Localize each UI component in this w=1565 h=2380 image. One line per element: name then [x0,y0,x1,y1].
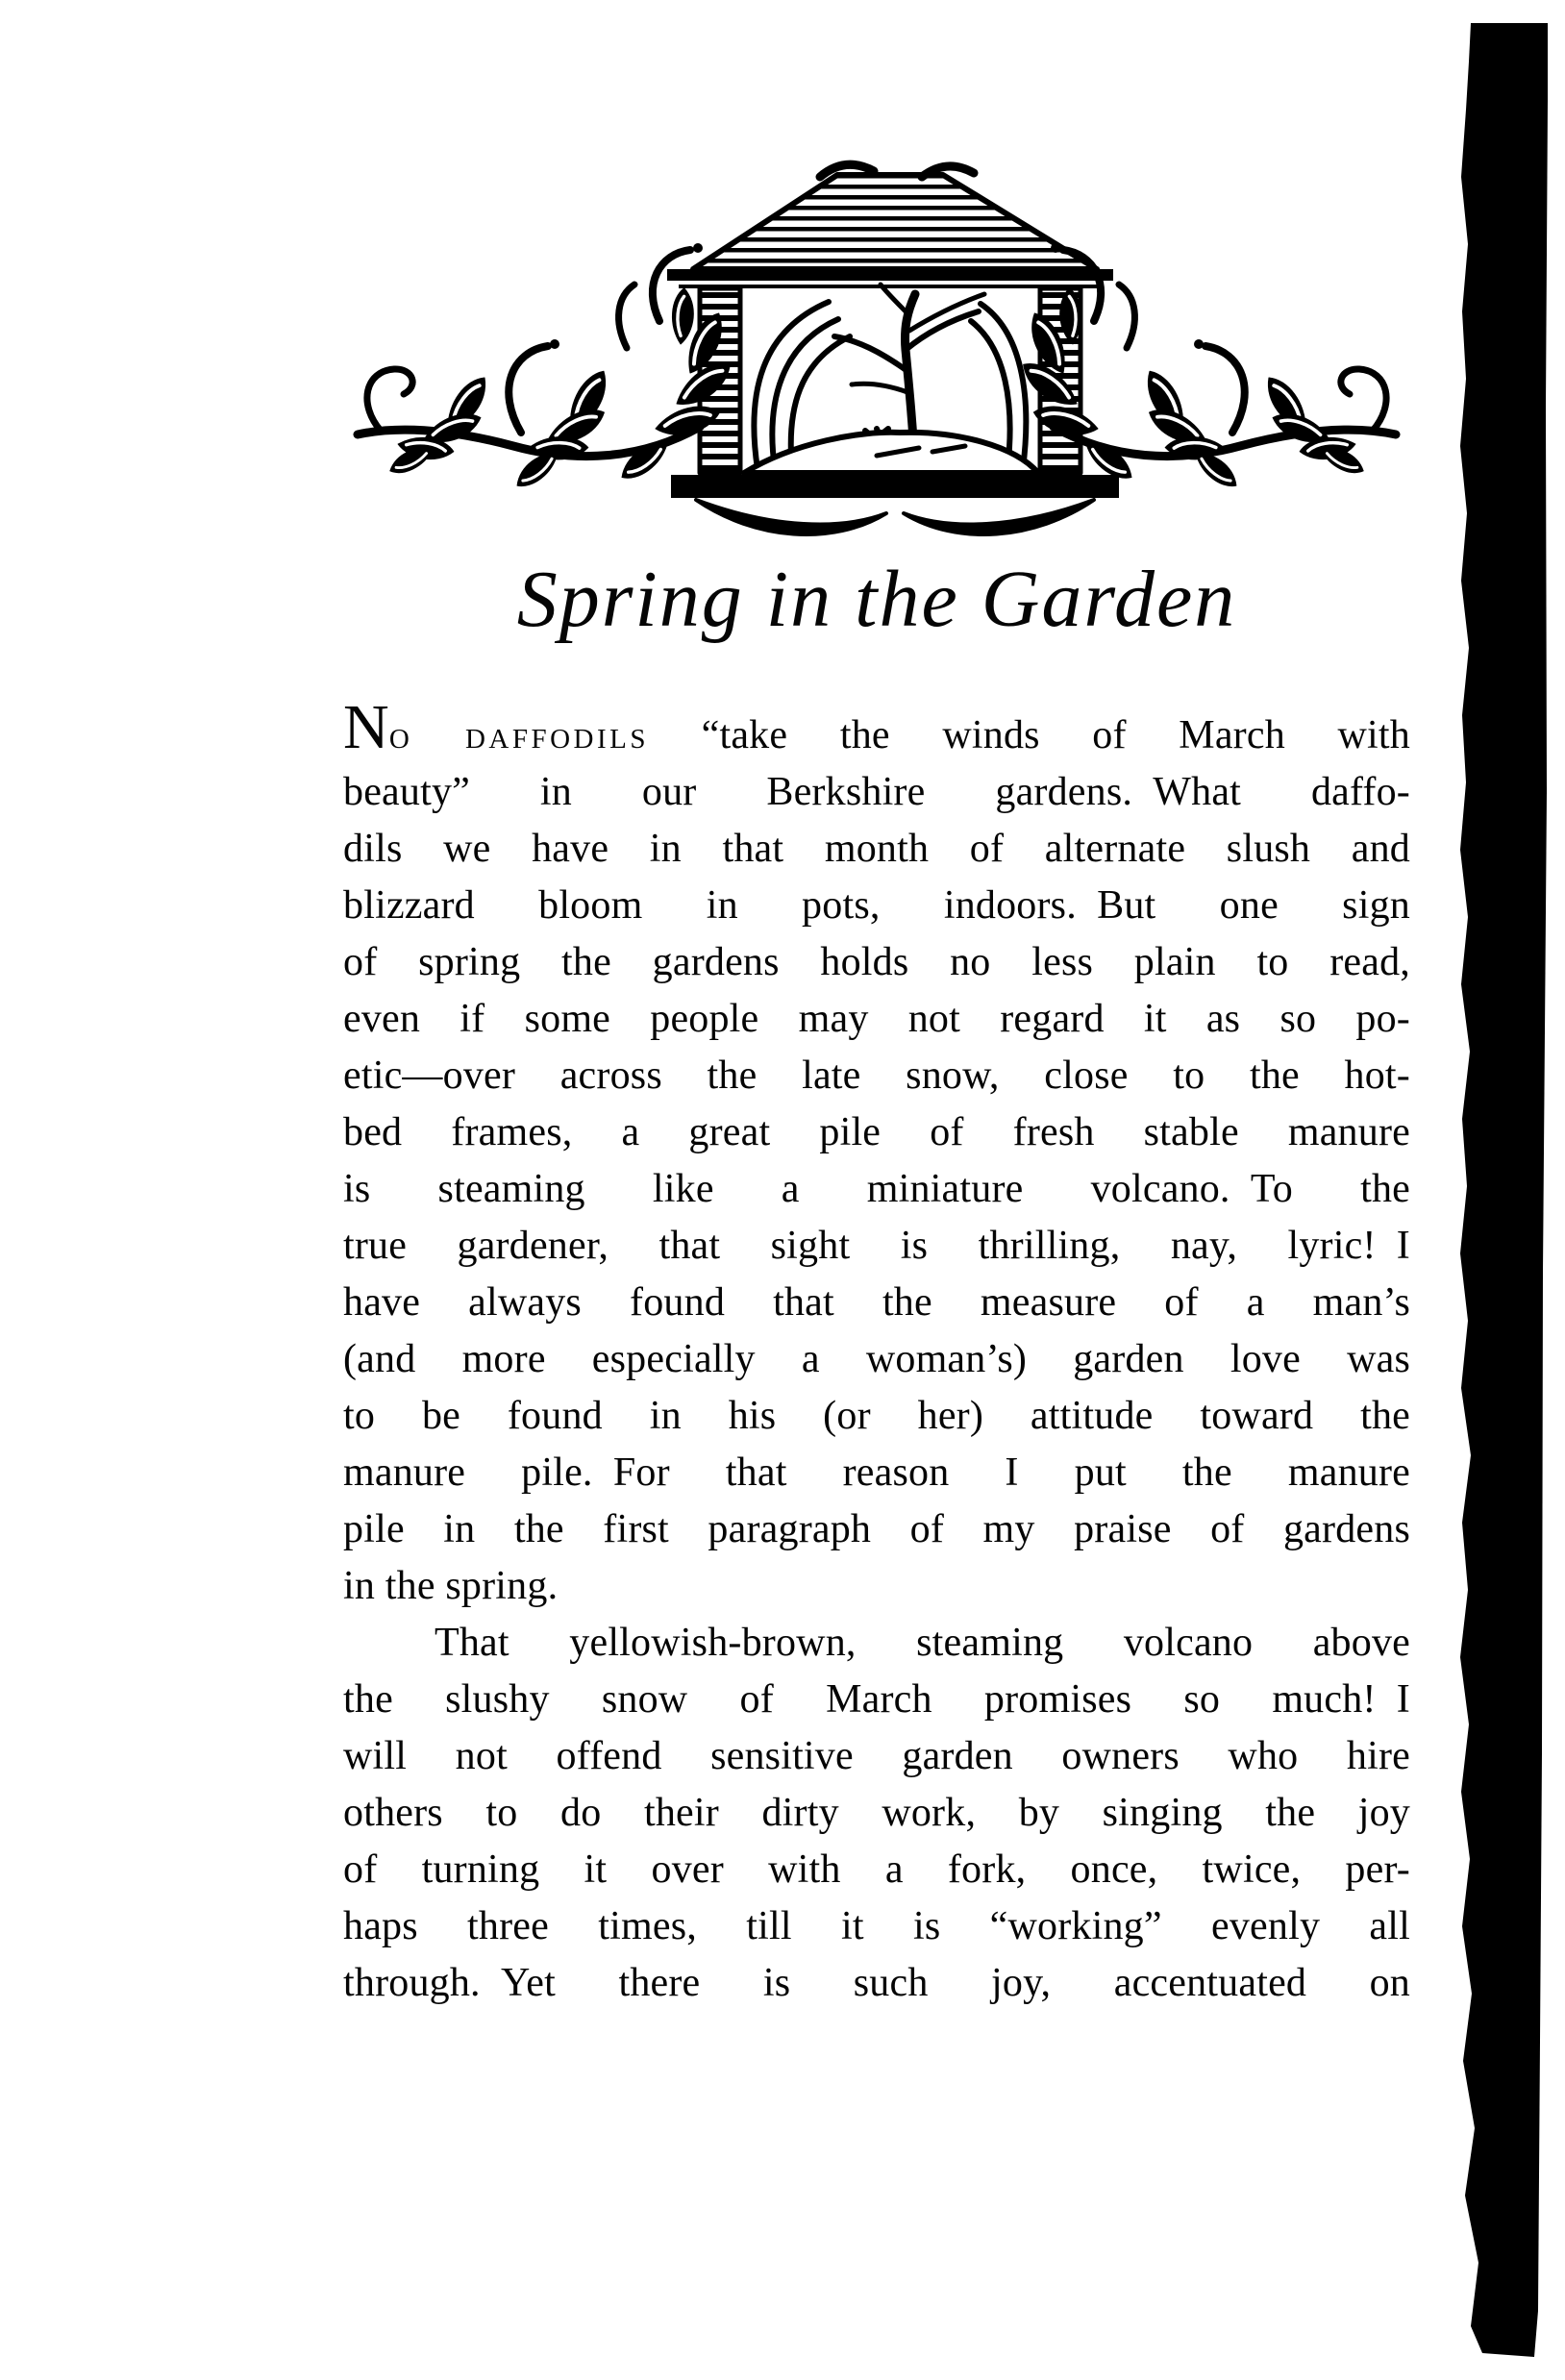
paragraph-2 [343,1615,1410,2012]
body-text [343,692,1410,2012]
text-line: etic—over across the late snow, close to the hot- [343,1054,1410,1098]
tree-and-smoke [744,285,1038,473]
text-line: of spring the gardens holds no less plain to read, [343,940,1410,984]
text-line: blizzard bloom in pots, indoors. But one sign [343,883,1410,928]
base-bar [671,475,1119,534]
text-line: others to do their dirty work, by singing the joy [343,1791,1410,1835]
text-line [343,692,1410,764]
text-line: the slushy snow of March promises so much! I [343,1677,1410,1722]
text-line: manure pile. For that reason I put the manure [343,1450,1410,1495]
eave-board [667,269,1113,281]
first-line-text: “take the winds of March with [701,713,1410,757]
small-caps-lead: O DAFFODILS [388,724,650,755]
header-ornament [342,142,1411,546]
text-line: That yellowish-brown, steaming volcano above [435,1621,1410,1665]
paragraph-1 [343,692,1410,1615]
hatched-roof [693,175,1097,269]
text-line: is steaming like a miniature volcano. To the [343,1167,1410,1211]
text-line: true gardener, that sight is thrilling, nay, lyric! I [343,1224,1410,1268]
chapter-title: Spring in the Garden [516,555,1237,644]
text-line: beauty” in our Berkshire gardens. What daffo- [343,770,1410,814]
text-line: haps three times, till it is “working” evenly all [343,1904,1410,1948]
text-line: to be found in his (or her) attitude toward the [343,1394,1410,1438]
text-line: through. Yet there is such joy, accentuated on [343,1961,1410,2005]
text-line: of turning it over with a fork, once, twice, per- [343,1847,1410,1892]
text-line: have always found that the measure of a man’s [343,1280,1410,1325]
woodcut-illustration [342,142,1411,546]
paragraph-2-lines [343,1672,1410,2012]
scan-gutter-shadow [1453,23,1548,2357]
text-line: in the spring. [343,1564,559,1608]
text-line: bed frames, a great pile of fresh stable manure [343,1110,1410,1154]
paragraph-1-lines [343,764,1410,1558]
text-line: will not offend sensitive garden owners who hire [343,1734,1410,1778]
text-line: pile in the first paragraph of my praise of gardens [343,1507,1410,1551]
text-line: even if some people may not regard it as so po- [343,997,1410,1041]
lead-capital: N [343,692,389,762]
text-line: (and more especially a woman’s) garden love was [343,1337,1410,1381]
text-line: dils we have in that month of alternate slush and [343,827,1410,871]
